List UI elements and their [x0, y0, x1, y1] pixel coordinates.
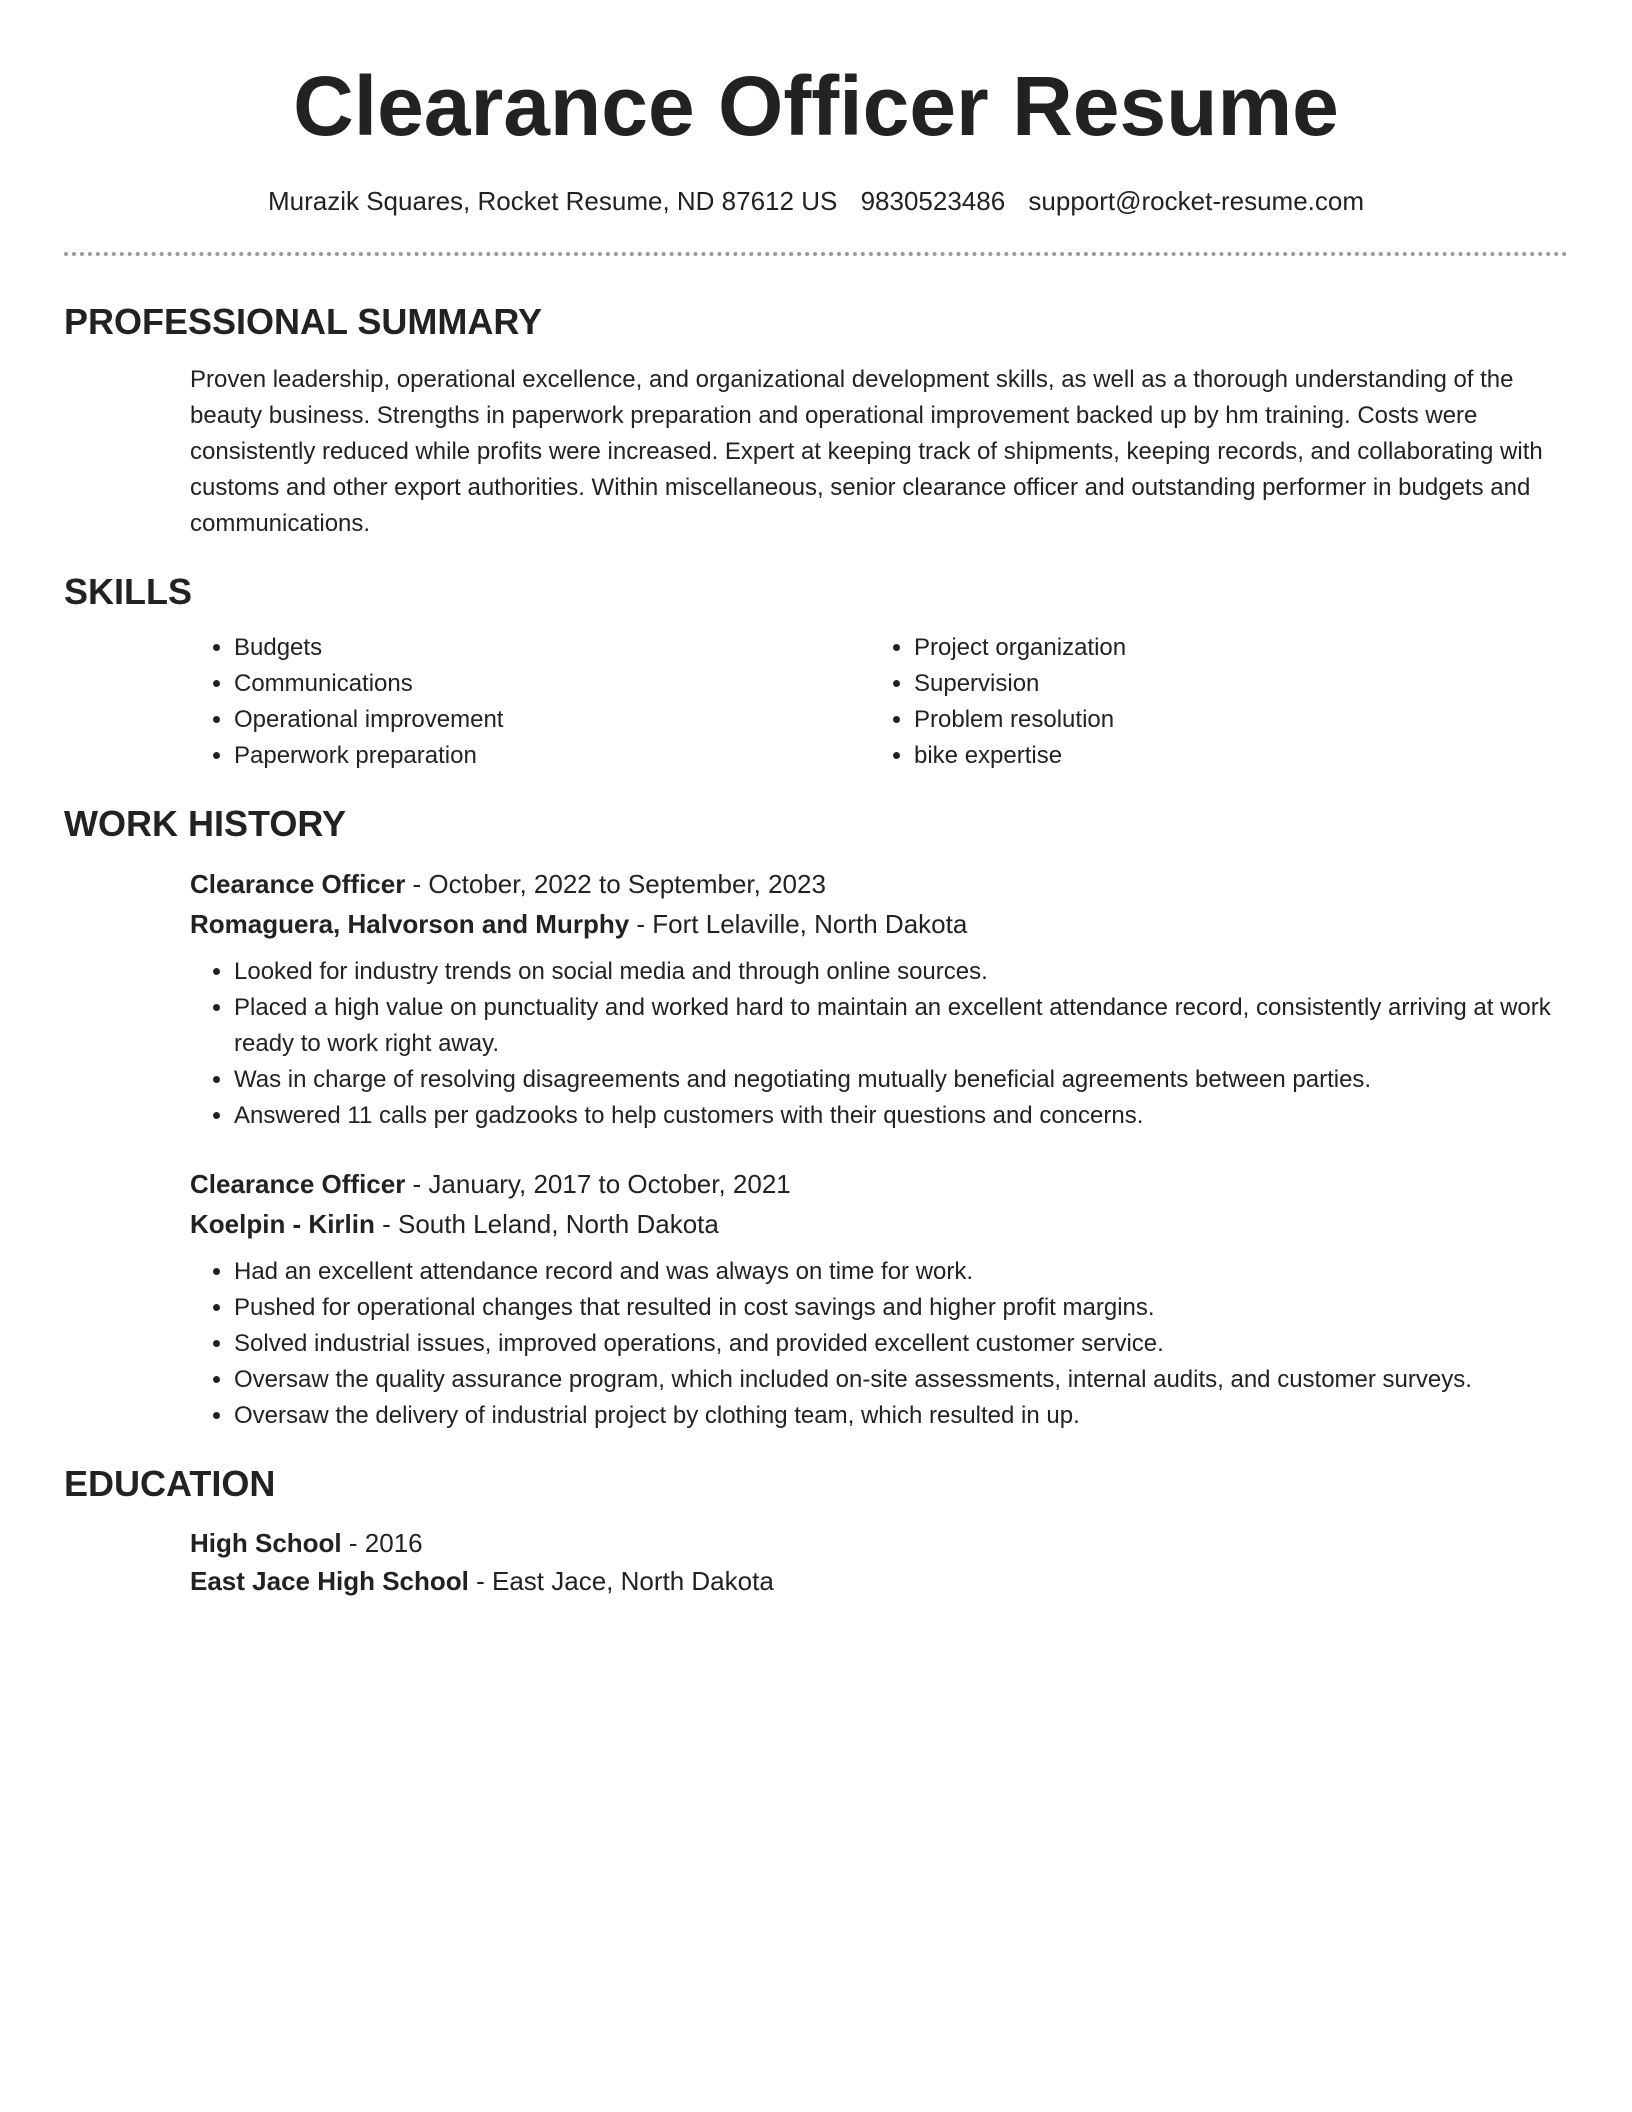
job-title-line [190, 1164, 1568, 1204]
skills-heading: SKILLS [64, 571, 193, 612]
header-divider [64, 252, 1568, 256]
job-duty: • Pushed for operational changes that resulted in cost savings and higher profit margins. [234, 1290, 1568, 1326]
job-company-line [190, 904, 1568, 944]
skill-item: • Paperwork preparation [234, 738, 870, 774]
summary-text: Proven leadership, operational excellence, and organizational development skills, as well as a thorough understanding of the beauty business. Strengths in paperwork preparation and operational improvement backed up by hm training. Costs were consistently reduced while profits were increased. Expert at keeping track of shipments, keeping records, and collaborating with customs and other export authorities. Within miscellaneous, senior clearance officer and outstanding performer in budgets and communications. [190, 366, 1543, 537]
job-duty: • Looked for industry trends on social media and through online sources. [234, 954, 1568, 990]
skill-item: • Supervision [914, 666, 1568, 702]
skill-item: • Communications [234, 666, 870, 702]
skills-list [190, 630, 1568, 774]
job-company: Romaguera, Halvorson and Murphy [190, 909, 630, 939]
job-duty: • Answered 11 calls per gadzooks to help customers with their questions and concerns. [234, 1098, 1568, 1134]
education-school: East Jace High School [190, 1566, 469, 1596]
contact-phone: 9830523486 [860, 186, 1006, 216]
job-location: - Fort Lelaville, North Dakota [629, 909, 968, 939]
job-dates: - October, 2022 to September, 2023 [405, 869, 826, 899]
skill-item: • bike expertise [914, 738, 1568, 774]
skill-item: • Project organization [914, 630, 1568, 666]
contact-address: Murazik Squares, Rocket Resume, ND 87612 US [267, 186, 838, 216]
skill-item: • Budgets [234, 630, 870, 666]
job-company-line [190, 1204, 1568, 1244]
job-duty: • Oversaw the quality assurance program, which included on-site assessments, internal audits, and customer surveys. [234, 1362, 1568, 1398]
job-duty: • Had an excellent attendance record and was always on time for work. [234, 1254, 1568, 1290]
job-title: Clearance Officer [190, 869, 406, 899]
job-title: Clearance Officer [190, 1169, 406, 1199]
contact-line [64, 184, 1568, 218]
job-duty: • Placed a high value on punctuality and worked hard to maintain an excellent attendance record, consistently arriving at work ready to work right away. [234, 990, 1568, 1062]
summary-heading: PROFESSIONAL SUMMARY [64, 301, 543, 342]
skill-item: • Problem resolution [914, 702, 1568, 738]
job-duties-list [190, 954, 1568, 1134]
job-duties-list [190, 1254, 1568, 1434]
job-duty: • Was in charge of resolving disagreements and negotiating mutually beneficial agreements between parties. [234, 1062, 1568, 1098]
job-duty: • Solved industrial issues, improved operations, and provided excellent customer service. [234, 1326, 1568, 1362]
skill-item: • Operational improvement [234, 702, 870, 738]
skills-column-right [870, 630, 1568, 774]
education-location: - East Jace, North Dakota [468, 1566, 774, 1596]
education-heading: EDUCATION [64, 1463, 276, 1504]
job-title-line [190, 864, 1568, 904]
job-duty: • Oversaw the delivery of industrial project by clothing team, which resulted in up. [234, 1398, 1568, 1434]
education-degree-line [190, 1524, 1568, 1562]
resume-title: Clearance Officer Resume [293, 59, 1339, 153]
job-dates: - January, 2017 to October, 2021 [405, 1169, 791, 1199]
job-location: - South Leland, North Dakota [374, 1209, 719, 1239]
education-year: - 2016 [341, 1528, 423, 1558]
skills-column-left [190, 630, 870, 774]
education-degree: High School [190, 1528, 342, 1558]
job-company: Koelpin - Kirlin [190, 1209, 375, 1239]
education-school-line [190, 1562, 1568, 1600]
contact-email: support@rocket-resume.com [1028, 186, 1365, 216]
work-history-heading: WORK HISTORY [64, 803, 347, 844]
